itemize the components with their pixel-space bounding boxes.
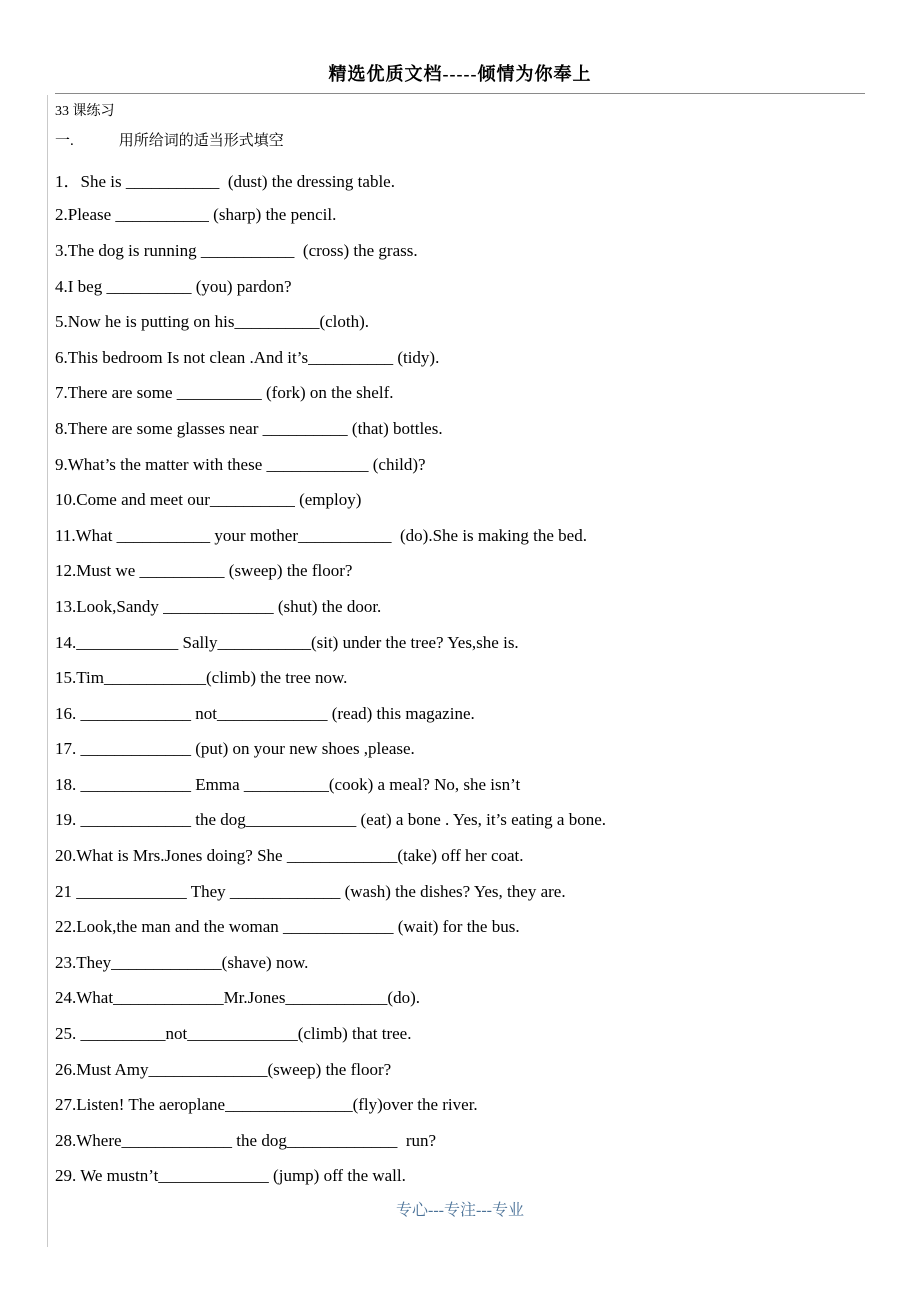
exercise-line: 10.Come and meet our__________ (employ) [55, 490, 362, 510]
exercise-line: 17. _____________ (put) on your new shoes ,please. [55, 739, 415, 759]
lesson-title: 33 课练习 [55, 104, 115, 119]
exercise-line: 3.The dog is running ___________ (cross) the grass. [55, 240, 418, 260]
section-heading [55, 129, 865, 150]
header-divider [55, 93, 865, 94]
exercise-line: 5.Now he is putting on his__________(cloth). [55, 312, 370, 332]
left-page-border [47, 95, 48, 1247]
document-body [0, 100, 920, 1194]
exercise-line: 1．She is ___________ (dust) the dressing table. [55, 172, 395, 192]
exercise-line: 8.There are some glasses near __________ (that) bottles. [55, 418, 443, 438]
exercise-line: 26.Must Amy______________(sweep) the floor? [55, 1059, 392, 1079]
exercise-list [55, 162, 865, 1194]
exercise-line: 23.They_____________(shave) now. [55, 952, 309, 972]
exercise-line: 21 _____________ They _____________ (wash) the dishes? Yes, they are. [55, 881, 566, 901]
exercise-line: 24.What_____________Mr.Jones____________(do). [55, 988, 421, 1008]
exercise-line: 29. We mustn’t_____________ (jump) off the wall. [55, 1166, 406, 1186]
exercise-line: 13.Look,Sandy _____________ (shut) the door. [55, 596, 382, 616]
exercise-line: 7.There are some __________ (fork) on the shelf. [55, 383, 394, 403]
exercise-line: 25. __________not_____________(climb) that tree. [55, 1024, 412, 1044]
exercise-line: 28.Where_____________ the dog_____________ run? [55, 1130, 437, 1150]
exercise-line: 11.What ___________ your mother___________ (do).She is making the bed. [55, 525, 587, 545]
exercise-line: 16. _____________ not_____________ (read) this magazine. [55, 703, 475, 723]
exercise-line: 15.Tim____________(climb) the tree now. [55, 668, 348, 688]
exercise-line: 4.I beg __________ (you) pardon? [55, 276, 292, 296]
document-header: 精选优质文档-----倾情为你奉上 [328, 64, 592, 84]
section-title: 用所给词的适当形式填空 [118, 133, 284, 149]
exercise-line: 12.Must we __________ (sweep) the floor? [55, 561, 353, 581]
exercise-line: 27.Listen! The aeroplane_______________(fly)over the river. [55, 1095, 478, 1115]
exercise-line: 14.____________ Sally___________(sit) under the tree? Yes,she is. [55, 632, 519, 652]
exercise-line: 2.Please ___________ (sharp) the pencil. [55, 205, 337, 225]
exercise-line: 19. _____________ the dog_____________ (eat) a bone . Yes, it’s eating a bone. [55, 810, 607, 830]
exercise-line: 20.What is Mrs.Jones doing? She _____________(take) off her coat. [55, 846, 524, 866]
exercise-line: 6.This bedroom Is not clean .And it’s__________ (tidy). [55, 347, 440, 367]
exercise-line: 22.Look,the man and the woman _____________ (wait) for the bus. [55, 917, 520, 937]
exercise-line: 9.What’s the matter with these ____________ (child)? [55, 454, 426, 474]
footer-text: 专心---专注---专业 [396, 1202, 524, 1219]
exercise-line: 18. _____________ Emma __________(cook) a meal? No, she isn’t [55, 774, 521, 794]
section-number: 一. [55, 133, 74, 149]
